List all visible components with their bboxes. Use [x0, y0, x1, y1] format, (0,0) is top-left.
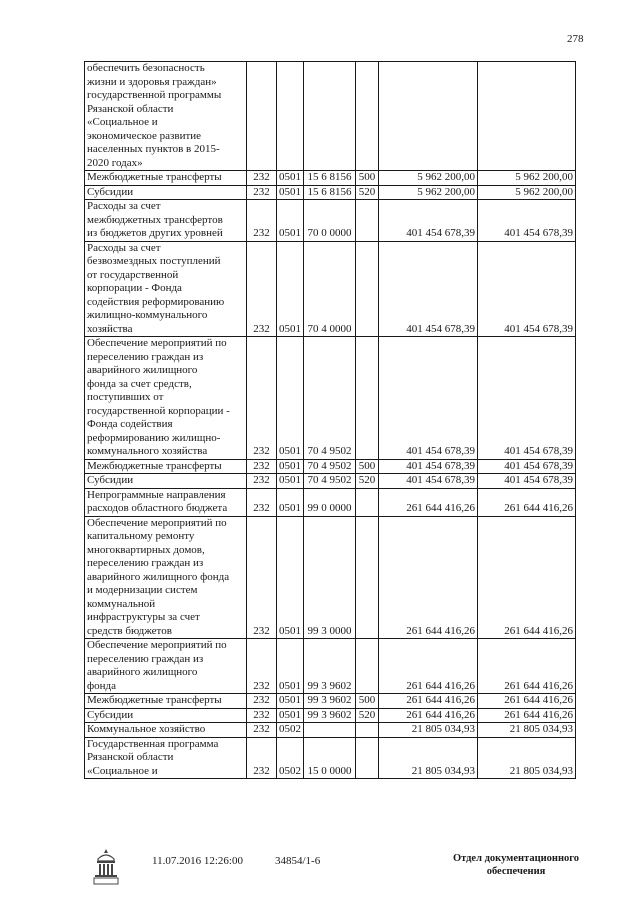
row-code — [247, 62, 277, 171]
row-section: 0501 — [277, 708, 304, 723]
row-amount-2: 5 962 200,00 — [478, 171, 576, 186]
row-section: 0501 — [277, 171, 304, 186]
row-name: Субсидии — [85, 185, 247, 200]
budget-table — [84, 61, 576, 779]
row-amount-1: 21 805 034,93 — [379, 723, 478, 738]
row-amount-2: 21 805 034,93 — [478, 737, 576, 779]
row-amount-2: 5 962 200,00 — [478, 185, 576, 200]
row-amount-1: 401 454 678,39 — [379, 200, 478, 242]
row-amount-1: 401 454 678,39 — [379, 459, 478, 474]
row-type — [356, 62, 379, 171]
row-type: 500 — [356, 459, 379, 474]
row-article: 15 6 8156 — [304, 171, 356, 186]
row-amount-2: 261 644 416,26 — [478, 639, 576, 694]
row-amount-2: 21 805 034,93 — [478, 723, 576, 738]
table-row — [85, 708, 576, 723]
table-row — [85, 723, 576, 738]
row-section: 0501 — [277, 241, 304, 337]
duma-emblem-icon — [92, 847, 120, 885]
row-code: 232 — [247, 488, 277, 516]
row-amount-1: 401 454 678,39 — [379, 241, 478, 337]
row-section: 0501 — [277, 474, 304, 489]
row-code: 232 — [247, 737, 277, 779]
row-name: Коммунальное хозяйство — [85, 723, 247, 738]
row-code: 232 — [247, 337, 277, 460]
row-code: 232 — [247, 639, 277, 694]
table-row — [85, 171, 576, 186]
row-amount-1: 261 644 416,26 — [379, 639, 478, 694]
row-section: 0502 — [277, 723, 304, 738]
row-type: 500 — [356, 171, 379, 186]
row-code: 232 — [247, 694, 277, 709]
row-amount-2: 261 644 416,26 — [478, 488, 576, 516]
row-name: Расходы за счет безвозмездных поступлений от государственной корпорации - Фонда содействия реформированию жилищно-коммунального хозяйства — [85, 241, 247, 337]
footer-department: Отдел документационного обеспечения — [452, 853, 580, 877]
row-section: 0501 — [277, 488, 304, 516]
row-section: 0501 — [277, 200, 304, 242]
row-type — [356, 337, 379, 460]
row-code: 232 — [247, 185, 277, 200]
row-article: 99 3 9602 — [304, 708, 356, 723]
row-article: 15 0 0000 — [304, 737, 356, 779]
row-amount-1: 21 805 034,93 — [379, 737, 478, 779]
row-code: 232 — [247, 723, 277, 738]
row-article — [304, 62, 356, 171]
row-type — [356, 200, 379, 242]
row-amount-2: 261 644 416,26 — [478, 694, 576, 709]
row-amount-2: 401 454 678,39 — [478, 459, 576, 474]
row-article: 99 3 9602 — [304, 694, 356, 709]
row-section: 0501 — [277, 337, 304, 460]
table-row — [85, 737, 576, 779]
row-amount-1: 261 644 416,26 — [379, 708, 478, 723]
row-amount-1: 261 644 416,26 — [379, 516, 478, 639]
row-name: Обеспечение мероприятий по переселению граждан из аварийного жилищного фонда — [85, 639, 247, 694]
table-row — [85, 200, 576, 242]
row-name: Расходы за счет межбюджетных трансфертов из бюджетов других уровней — [85, 200, 247, 242]
row-code: 232 — [247, 171, 277, 186]
row-amount-2: 401 454 678,39 — [478, 200, 576, 242]
row-amount-2: 261 644 416,26 — [478, 516, 576, 639]
row-amount-2: 261 644 416,26 — [478, 708, 576, 723]
row-name: Государственная программа Рязанской области «Социальное и — [85, 737, 247, 779]
row-name: Межбюджетные трансферты — [85, 171, 247, 186]
row-section: 0501 — [277, 185, 304, 200]
row-section: 0501 — [277, 459, 304, 474]
row-type — [356, 241, 379, 337]
table-row — [85, 474, 576, 489]
row-type — [356, 516, 379, 639]
row-section: 0501 — [277, 639, 304, 694]
row-amount-1: 261 644 416,26 — [379, 694, 478, 709]
row-article: 70 0 0000 — [304, 200, 356, 242]
row-amount-2: 401 454 678,39 — [478, 474, 576, 489]
table-row — [85, 62, 576, 171]
row-section: 0502 — [277, 737, 304, 779]
table-row — [85, 337, 576, 460]
table-row — [85, 459, 576, 474]
row-type — [356, 737, 379, 779]
row-section — [277, 62, 304, 171]
row-code: 232 — [247, 241, 277, 337]
table-row — [85, 488, 576, 516]
row-name: Обеспечение мероприятий по переселению граждан из аварийного жилищного фонда за счет средств, поступивших от государственной корпорации - Фонда содействия реформированию жилищно- коммунального хозяйства — [85, 337, 247, 460]
row-article: 99 3 0000 — [304, 516, 356, 639]
page-number: 278 — [567, 33, 584, 45]
row-name: Межбюджетные трансферты — [85, 459, 247, 474]
row-amount-1: 261 644 416,26 — [379, 488, 478, 516]
row-amount-2: 401 454 678,39 — [478, 337, 576, 460]
row-name: Межбюджетные трансферты — [85, 694, 247, 709]
row-article: 70 4 0000 — [304, 241, 356, 337]
row-article: 15 6 8156 — [304, 185, 356, 200]
row-code: 232 — [247, 200, 277, 242]
row-type: 500 — [356, 694, 379, 709]
row-type — [356, 488, 379, 516]
row-amount-1: 5 962 200,00 — [379, 185, 478, 200]
row-type — [356, 723, 379, 738]
row-code: 232 — [247, 708, 277, 723]
row-code: 232 — [247, 474, 277, 489]
table-row — [85, 516, 576, 639]
row-name: Обеспечение мероприятий по капитальному ремонту многоквартирных домов, переселению граждан из аварийного жилищного фонда и модернизации систем коммунальной инфраструктуры за счет средств бюджетов — [85, 516, 247, 639]
row-type: 520 — [356, 708, 379, 723]
table-row — [85, 639, 576, 694]
row-article: 70 4 9502 — [304, 459, 356, 474]
row-amount-2 — [478, 62, 576, 171]
row-name: Непрограммные направления расходов областного бюджета — [85, 488, 247, 516]
row-amount-1: 5 962 200,00 — [379, 171, 478, 186]
row-type — [356, 639, 379, 694]
row-amount-1: 401 454 678,39 — [379, 474, 478, 489]
row-code: 232 — [247, 459, 277, 474]
table-row — [85, 185, 576, 200]
footer-datetime: 11.07.2016 12:26:00 — [152, 855, 243, 867]
row-section: 0501 — [277, 516, 304, 639]
table-row — [85, 241, 576, 337]
row-article: 70 4 9502 — [304, 474, 356, 489]
row-type: 520 — [356, 185, 379, 200]
row-amount-1 — [379, 62, 478, 171]
row-name: обеспечить безопасность жизни и здоровья граждан» государственной программы Рязанской области «Социальное и экономическое развитие населенных пунктов в 2015- 2020 годах» — [85, 62, 247, 171]
row-code: 232 — [247, 516, 277, 639]
row-section: 0501 — [277, 694, 304, 709]
row-name: Субсидии — [85, 708, 247, 723]
table-row — [85, 694, 576, 709]
row-amount-1: 401 454 678,39 — [379, 337, 478, 460]
row-article: 99 3 9602 — [304, 639, 356, 694]
row-article — [304, 723, 356, 738]
row-amount-2: 401 454 678,39 — [478, 241, 576, 337]
footer-doc-number: 34854/1-6 — [275, 855, 321, 867]
row-article: 70 4 9502 — [304, 337, 356, 460]
row-name: Субсидии — [85, 474, 247, 489]
row-article: 99 0 0000 — [304, 488, 356, 516]
row-type: 520 — [356, 474, 379, 489]
